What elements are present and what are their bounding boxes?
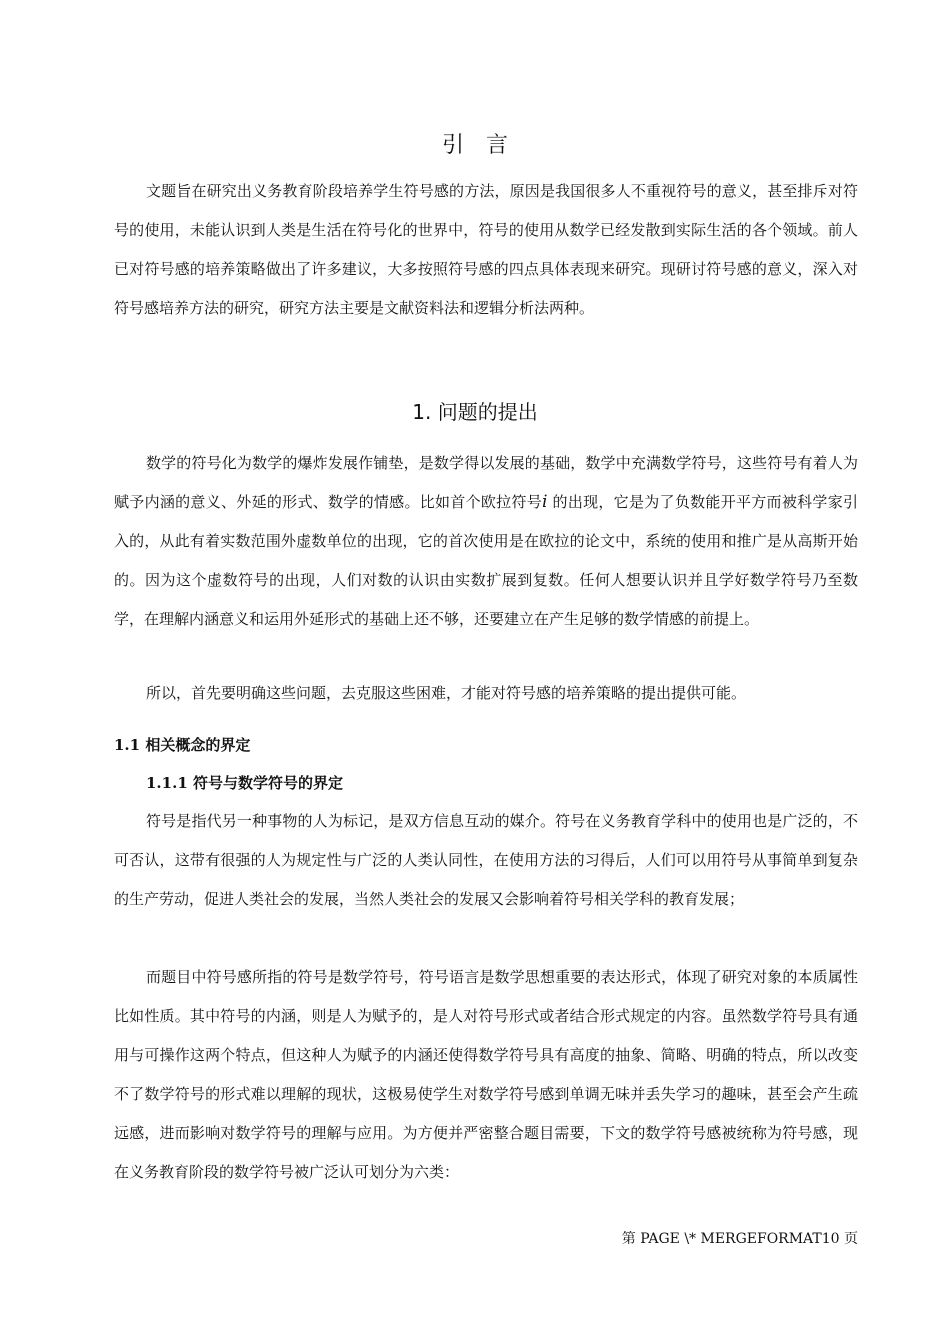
paragraph-text-after-symbol: 的出现，它是为了负数能开平方而被科学家引入的，从此有着实数范围外虚数单位的出现，它的首次使用是在欧拉的论文中，系统的使用和推广是从高斯开始的。因为这个虚数符号的出现，人们对数的认识由实数扩展到复数。任何人想要认识并且学好数学符号乃至数学，在理解内涵意义和运用外延形式的基础上还不够，还要建立在产生足够的数学情感的前提上。: [114, 493, 858, 628]
paragraph-text-before-symbol: 数学的符号化为数学的爆炸发展作铺垫，是数学得以发展的基础，数学中充满数学符号，这些符号有着人为赋予内涵的意义、外延的形式、数学的情感。比如首个欧拉符号: [114, 454, 858, 511]
section-1-paragraph-1: [114, 444, 858, 639]
section-1-1-1-heading: 1.1.1 符号与数学符号的界定: [146, 774, 343, 792]
page-footer: 第 PAGE \* MERGEFORMAT10 页: [621, 1231, 858, 1247]
section-1-paragraph-2: 所以，首先要明确这些问题，去克服这些困难，才能对符号感的培养策略的提出提供可能。: [146, 684, 747, 702]
intro-paragraph: 文题旨在研究出义务教育阶段培养学生符号感的方法，原因是我国很多人不重视符号的意义，甚至排斥对符号的使用，未能认识到人类是生活在符号化的世界中，符号的使用从数学已经发散到实际生活的各个领域。前人已对符号感的培养策略做出了许多建议，大多按照符号感的四点具体表现来研究。现研讨符号感的意义，深入对符号感培养方法的研究，研究方法主要是文献资料法和逻辑分析法两种。: [114, 182, 858, 317]
section-1-1-1-paragraph-2: 而题目中符号感所指的符号是数学符号，符号语言是数学思想重要的表达形式，体现了研究对象的本质属性比如性质。其中符号的内涵，则是人为赋予的，是人对符号形式或者结合形式规定的内容。虽然数学符号具有通用与可操作这两个特点，但这种人为赋予的内涵还使得数学符号具有高度的抽象、简略、明确的特点，所以改变不了数学符号的形式难以理解的现状，这极易使学生对数学符号感到单调无味并丢失学习的趣味，甚至会产生疏远感，进而影响对数学符号的理解与应用。为方便并严密整合题目需要，下文的数学符号感被统称为符号感，现在义务教育阶段的数学符号被广泛认可划分为六类：: [114, 968, 858, 1181]
euler-symbol-i: i: [542, 492, 548, 512]
section-1-heading: 1. 问题的提出: [412, 400, 538, 424]
section-1-1-heading: 1.1 相关概念的界定: [114, 736, 251, 754]
section-1-1-1-paragraph-1: 符号是指代另一种事物的人为标记，是双方信息互动的媒介。符号在义务教育学科中的使用也是广泛的，不可否认，这带有很强的人为规定性与广泛的人类认同性，在使用方法的习得后，人们可以用符号从事简单到复杂的生产劳动，促进人类社会的发展，当然人类社会的发展又会影响着符号相关学科的教育发展；: [114, 812, 858, 908]
intro-title: 引言: [441, 133, 530, 158]
